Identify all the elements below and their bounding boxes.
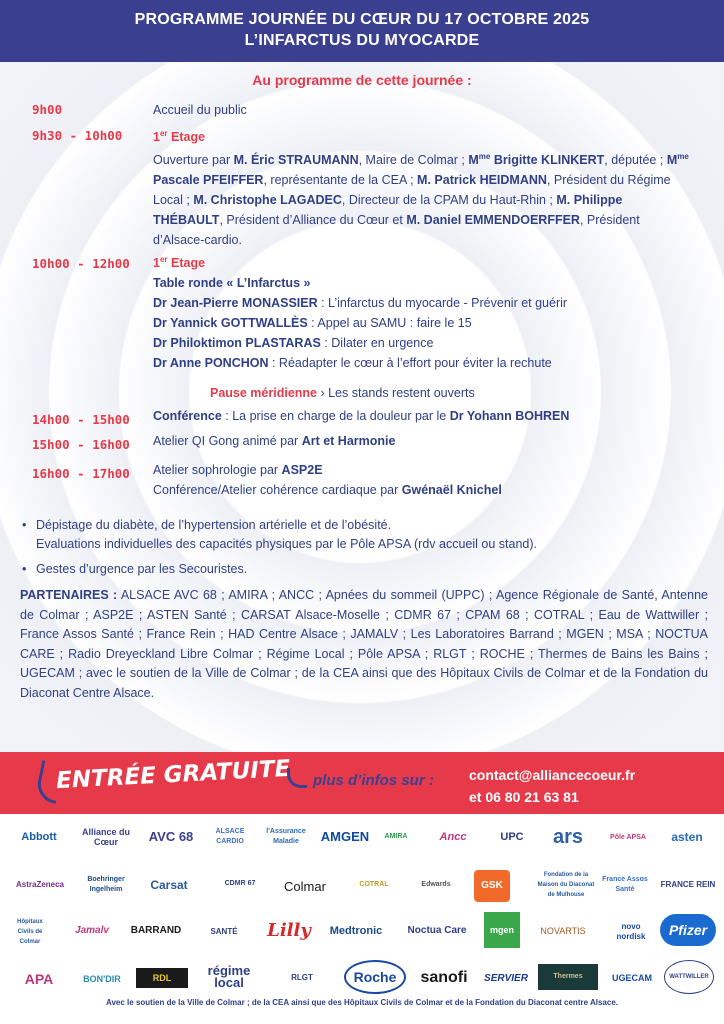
- list-item: • Dépistage du diabète, de l’hypertension artérielle et de l’obésité. Evaluations individuelles des capacités physiques par le Pôle APSA (rdv accueil ou stand).: [20, 516, 710, 554]
- gsk-logo: GSK: [474, 870, 510, 902]
- amira-logo: AMIRA: [384, 833, 408, 840]
- lunch-break: Pause méridienne › Les stands restent ouverts: [210, 386, 475, 400]
- boehringer-logo: Boehringer Ingelheim: [87, 876, 125, 893]
- schedule-item-5: Atelier QI Gong animé par Art et Harmonie: [153, 434, 396, 448]
- time-slot-6: 16h00 - 17h00: [32, 466, 130, 481]
- header-subtitle: L’INFARCTUS DU MYOCARDE: [244, 32, 480, 49]
- cdmr67-logo: CDMR 67: [224, 880, 256, 887]
- sanofi-logo: sanofi: [420, 969, 468, 986]
- rlgt-logo: RLGT: [291, 973, 313, 982]
- schedule-item-3: [153, 250, 693, 373]
- free-entry-text: ENTRÉE GRATUITE: [55, 755, 291, 795]
- astrazeneca-logo: AstraZeneca: [15, 880, 65, 889]
- arrow-swirl-icon: [287, 768, 307, 788]
- carsat-logo: Carsat: [150, 878, 188, 892]
- cotral-logo: COTRAL: [359, 881, 389, 888]
- sponsor-logos: [8, 818, 716, 998]
- abbott-logo: Abbott: [21, 831, 57, 843]
- apsa-logo: Pôle APSA: [610, 834, 646, 841]
- france-rein-logo: FRANCE REIN: [660, 880, 716, 889]
- program-title: Au programme de cette journée :: [252, 72, 472, 88]
- thermes-logo: Thermes: [538, 964, 598, 990]
- partners-label: PARTENAIRES :: [20, 588, 118, 602]
- list-item: • Gestes d’urgence par les Secouristes.: [20, 560, 710, 579]
- barrand-logo: BARRAND: [130, 925, 182, 936]
- header-title: PROGRAMME JOURNÉE DU CŒUR DU 17 OCTOBRE 2025: [134, 11, 590, 28]
- free-entry-banner: [0, 752, 724, 814]
- time-slot-1: 9h00: [32, 102, 63, 117]
- partners-section: [20, 586, 708, 703]
- partners-list: ALSACE AVC 68 ; AMIRA ; ANCC ; Apnées du sommeil (UPPC) ; Agence Régionale de Santé, Antenne de Colmar ; ASP2E ; ASTEN Santé ; CARSAT Alsace-Moselle ; CDMR 67 ; CPAM 68 ; COTRAL ; Eau de Wattwiller ; France Assos Santé ; France Rein ; HAD Centre Alsace ; JAMALV ; Les Laboratoires Barrand ; MGEN ; MSA ; NOCTUA CARE ; Radio Dreyeckland Libre Colmar ; Régime Local ; Pôle APSA ; RLGT ; ROCHE ; Thermes de Bains les Bains ; UGECAM ; avec le soutien de la Ville de Colmar ; de la CEA ainsi que des Hôpitaux Civils de Colmar et de la Fondation du Diaconat Centre Alsace.: [20, 588, 708, 700]
- more-info-label: plus d’infos sur :: [313, 772, 434, 789]
- time-slot-3: 10h00 - 12h00: [32, 256, 130, 271]
- ars-logo: ars: [552, 826, 584, 848]
- schedule-item-6: Atelier sophrologie par ASP2E Conférence/Atelier cohérence cardiaque par Gwénaël Knichel: [153, 463, 502, 497]
- regime-local-logo: régime local: [207, 963, 251, 990]
- contact-info: [469, 764, 635, 808]
- lilly-logo: Lilly: [267, 920, 311, 941]
- contact-email-link[interactable]: contact@alliancecoeur.fr: [469, 767, 636, 783]
- hopitaux-colmar-logo: Hôpitaux Civils de Colmar: [17, 919, 43, 945]
- medtronic-logo: Medtronic: [329, 925, 383, 937]
- jamalv-logo: Jamalv: [75, 925, 109, 936]
- round-table-title: Table ronde « L’Infarctus »: [153, 276, 311, 291]
- floor-label: 1er Etage: [153, 255, 206, 271]
- footer-note: Avec le soutien de la Ville de Colmar ; de la CEA ainsi que des Hôpitaux Civils de Colmar et de la Fondation du Diaconat centre Alsace.: [106, 998, 618, 1007]
- floor-label: 1er Etage: [153, 129, 206, 145]
- france-assos-sante-logo: France Assos Santé: [602, 876, 648, 893]
- avc68-logo: AVC 68: [148, 829, 194, 844]
- wattwiller-logo: WATTWILLER: [664, 960, 714, 994]
- contact-phone: et 06 80 21 63 81: [469, 789, 579, 805]
- speaker-2: Dr Yannick GOTTWALLÈS : Appel au SAMU : faire le 15: [153, 316, 472, 331]
- speaker-4: Dr Anne PONCHON : Réadapter le cœur à l’effort pour éviter la rechute: [153, 356, 552, 371]
- novartis-logo: NOVARTIS: [540, 926, 586, 936]
- time-slot-5: 15h00 - 16h00: [32, 437, 130, 452]
- uppc-logo: UPC: [500, 831, 524, 843]
- amgen-logo: AMGEN: [320, 829, 370, 844]
- asten-logo: asten: [671, 830, 703, 844]
- schedule-text: Accueil du public: [153, 103, 247, 117]
- alliance-coeur-logo: Alliance du Cœur: [81, 827, 130, 847]
- ugecam-logo: UGECAM: [612, 973, 652, 983]
- page-header: [0, 0, 724, 62]
- edwards-logo: Edwards: [421, 881, 451, 888]
- noctua-care-logo: Noctua Care: [407, 925, 467, 936]
- rdl-logo: RDL: [136, 968, 188, 988]
- time-slot-2: 9h30 - 10h00: [32, 128, 123, 143]
- sante-logo: SANTÉ: [210, 927, 238, 936]
- servier-logo: SERVIER: [484, 973, 528, 984]
- novo-nordisk-logo: novo nordisk: [616, 922, 646, 941]
- opening-text: Ouverture par M. Éric STRAUMANN, Maire de Colmar ; $M^{me}$ Brigitte KLINKERT, députée ; $M^{me}$ Pascale PFEIFFER, représentante de la CEA ; M. Patrick HEIDMANN, Président du Régime Local ; M. Christophe LAGADEC, Directeur de la CPAM du Haut-Rhin ; M. Philippe THÉBAULT, Président d’Alliance du Cœur et M. Daniel EMMENDOERFFER, Président d’Alsace-cardio.: [153, 152, 689, 248]
- bondir-logo: BON'DIR: [83, 974, 121, 984]
- diaconat-logo: Fondation de la Maison du Diaconat de Mulhouse: [537, 872, 595, 898]
- assurance-maladie-logo: l'Assurance Maladie: [266, 828, 306, 845]
- activities-list: [20, 516, 710, 585]
- speaker-1: Dr Jean-Pierre MONASSIER : L’infarctus du myocarde - Prévenir et guérir: [153, 296, 568, 311]
- alsace-cardio-logo: ALSACE CARDIO: [215, 828, 245, 845]
- pfizer-logo: Pfizer: [660, 914, 716, 946]
- mgen-logo: mgen: [484, 912, 520, 948]
- roche-logo: Roche: [344, 960, 406, 994]
- time-slot-4: 14h00 - 15h00: [32, 412, 130, 427]
- speaker-3: Dr Philoktimon PLASTARAS : Dilater en urgence: [153, 336, 434, 351]
- schedule-item-4: Conférence : La prise en charge de la douleur par le Dr Yohann BOHREN: [153, 409, 570, 423]
- schedule-item-1: [153, 100, 693, 120]
- ancc-logo: Ancc: [439, 831, 467, 843]
- colmar-logo: Colmar: [284, 879, 326, 894]
- schedule-item-2: [153, 124, 693, 250]
- pole-apsa-logo: APA: [24, 971, 54, 987]
